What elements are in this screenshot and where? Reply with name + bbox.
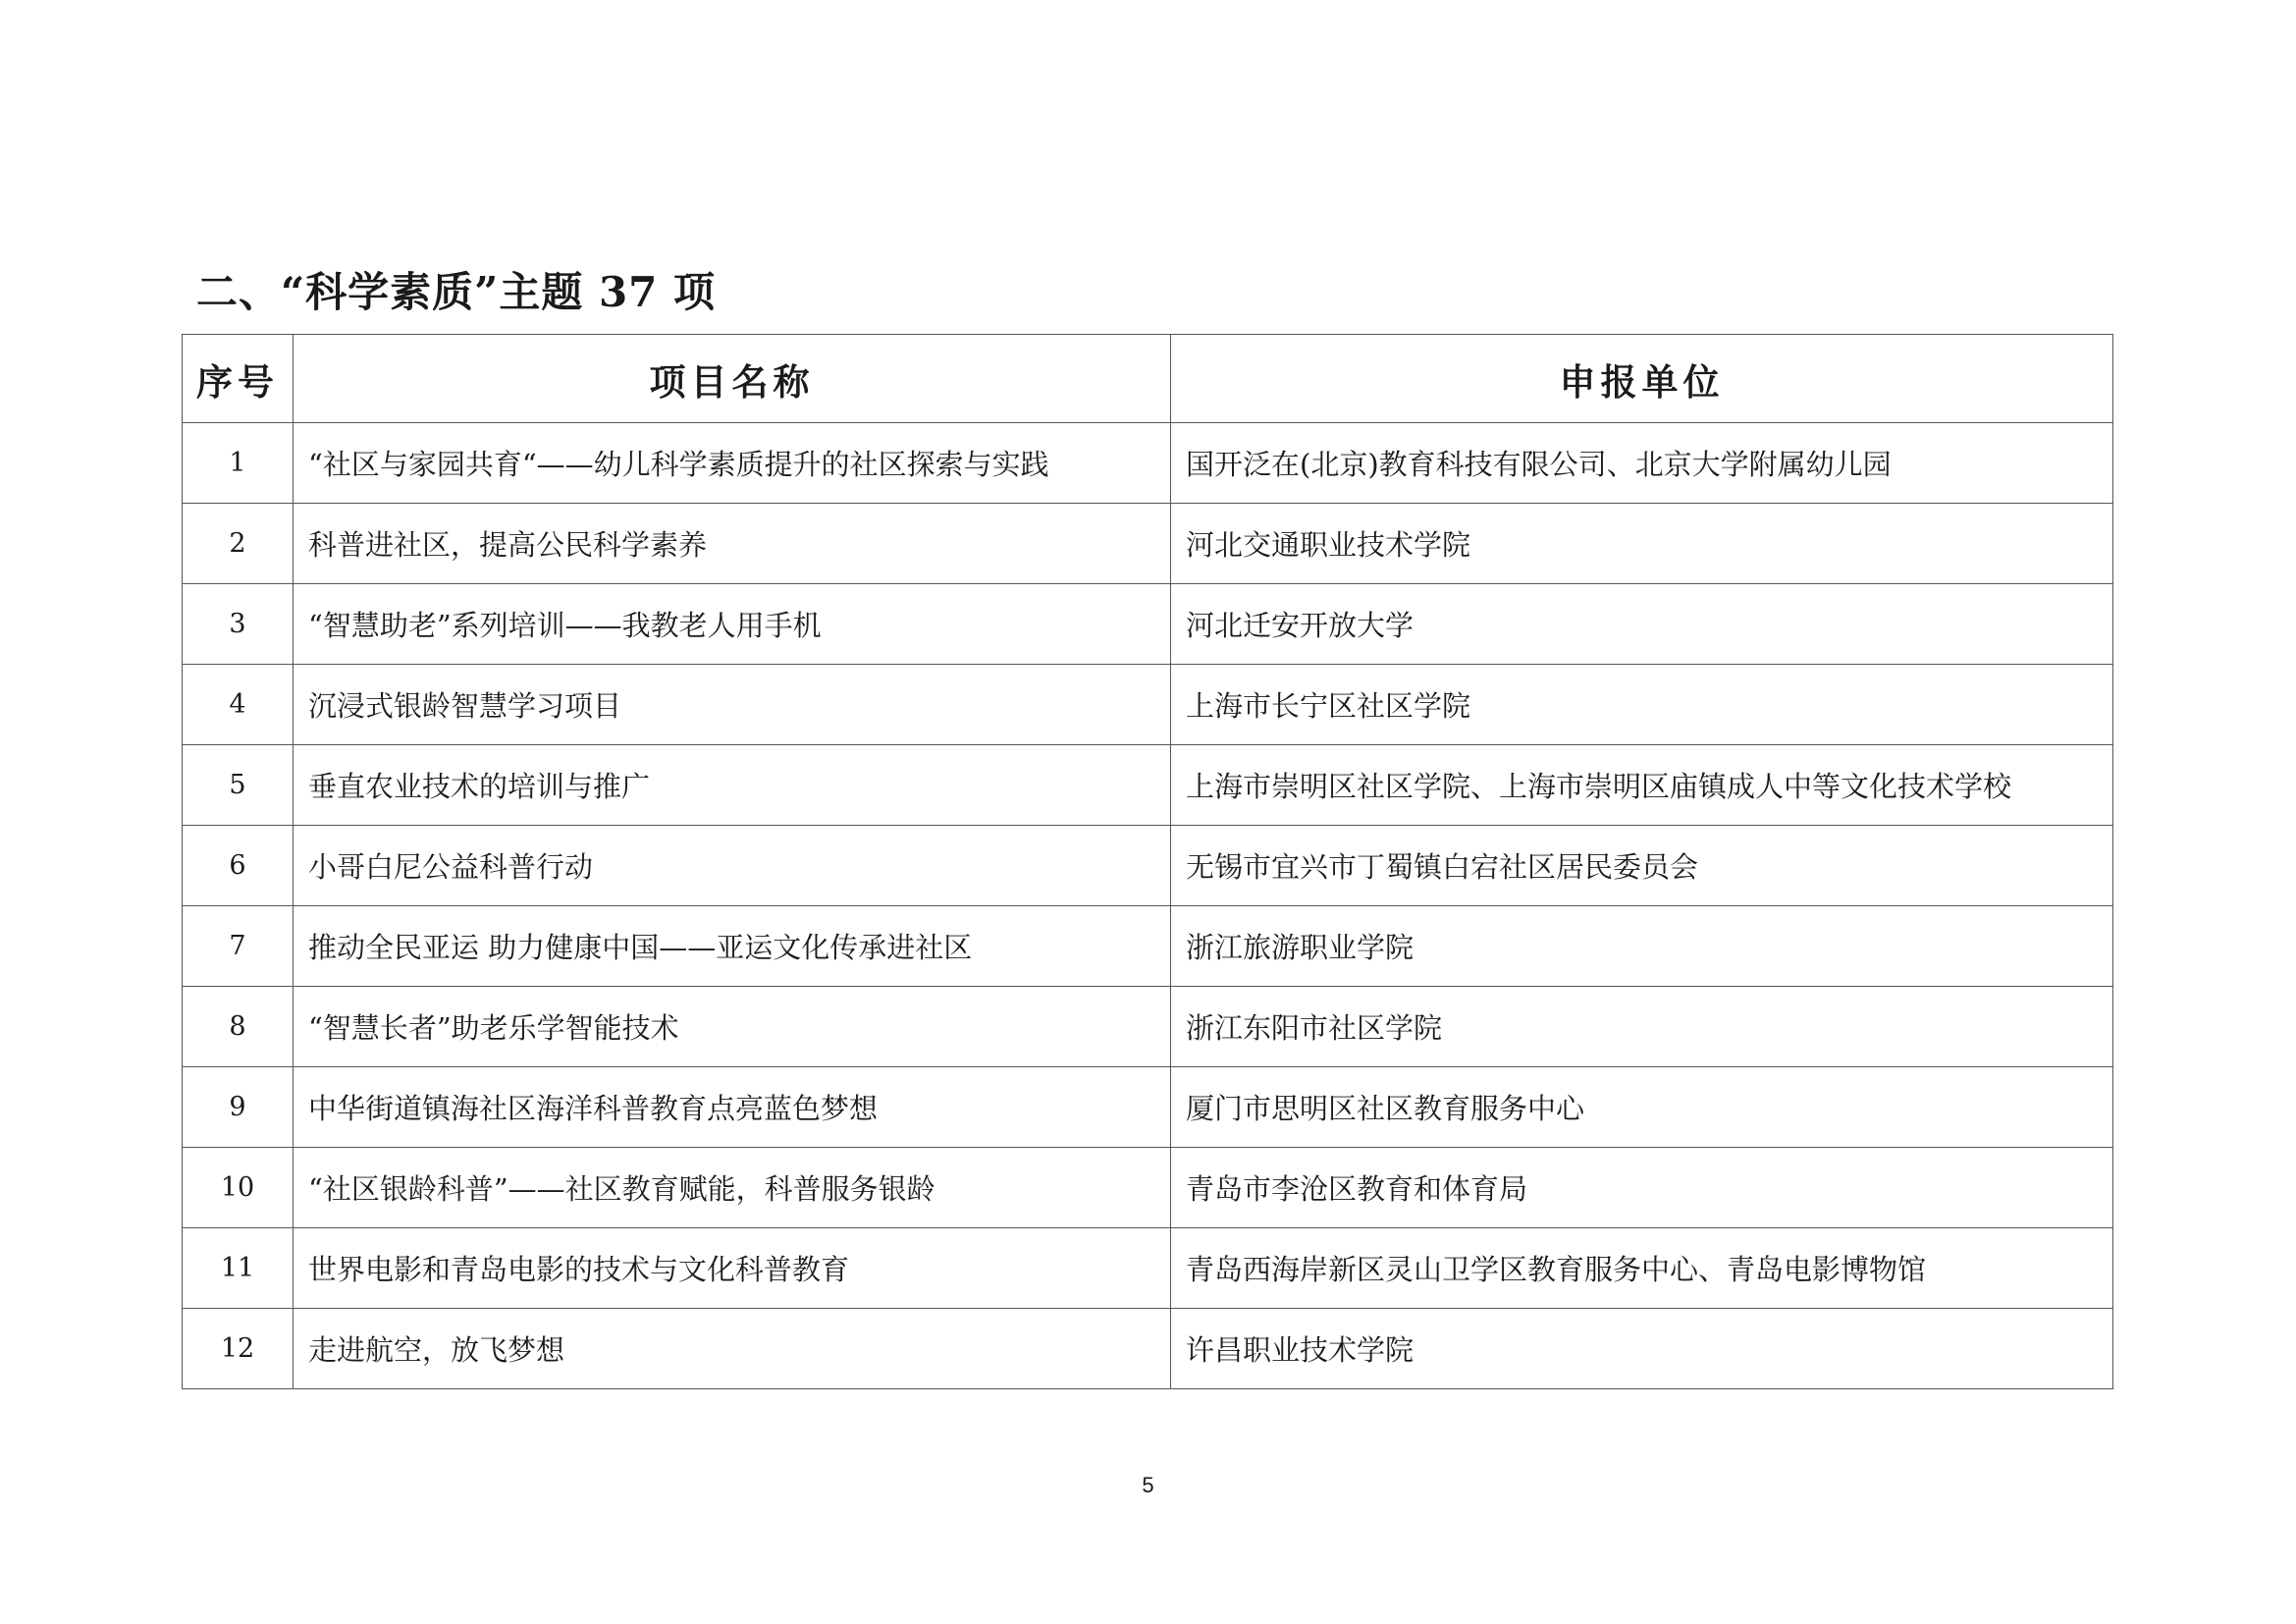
applicant-unit: 上海市长宁区社区学院 <box>1171 665 2113 745</box>
header-serial-number: 序号 <box>183 335 294 423</box>
project-table <box>182 334 2113 1389</box>
applicant-unit: 青岛西海岸新区灵山卫学区教育服务中心、青岛电影博物馆 <box>1171 1228 2113 1309</box>
project-name: 垂直农业技术的培训与推广 <box>294 745 1171 826</box>
table-row <box>183 987 2113 1067</box>
header-project-name: 项目名称 <box>294 335 1171 423</box>
applicant-unit: 浙江东阳市社区学院 <box>1171 987 2113 1067</box>
serial-number: 12 <box>183 1309 294 1389</box>
table-row <box>183 745 2113 826</box>
table-row <box>183 1067 2113 1148</box>
project-name: 沉浸式银龄智慧学习项目 <box>294 665 1171 745</box>
project-name: “社区与家园共育“——幼儿科学素质提升的社区探索与实践 <box>294 423 1171 504</box>
applicant-unit: 河北迁安开放大学 <box>1171 584 2113 665</box>
applicant-unit: 厦门市思明区社区教育服务中心 <box>1171 1067 2113 1148</box>
serial-number: 4 <box>183 665 294 745</box>
applicant-unit: 许昌职业技术学院 <box>1171 1309 2113 1389</box>
applicant-unit: 国开泛在(北京)教育科技有限公司、北京大学附属幼儿园 <box>1171 423 2113 504</box>
applicant-unit: 浙江旅游职业学院 <box>1171 906 2113 987</box>
serial-number: 6 <box>183 826 294 906</box>
serial-number: 8 <box>183 987 294 1067</box>
table-row <box>183 826 2113 906</box>
serial-number: 9 <box>183 1067 294 1148</box>
project-name: 推动全民亚运 助力健康中国——亚运文化传承进社区 <box>294 906 1171 987</box>
table-row <box>183 584 2113 665</box>
serial-number: 10 <box>183 1148 294 1228</box>
serial-number: 11 <box>183 1228 294 1309</box>
project-name: 科普进社区，提高公民科学素养 <box>294 504 1171 584</box>
serial-number: 5 <box>183 745 294 826</box>
table-row <box>183 504 2113 584</box>
table-row <box>183 1148 2113 1228</box>
serial-number: 3 <box>183 584 294 665</box>
section-title: 二、“科学素质”主题 37 项 <box>196 268 717 316</box>
applicant-unit: 上海市崇明区社区学院、上海市崇明区庙镇成人中等文化技术学校 <box>1171 745 2113 826</box>
table-row <box>183 423 2113 504</box>
table-row <box>183 665 2113 745</box>
project-name: “智慧长者”助老乐学智能技术 <box>294 987 1171 1067</box>
page-number: 5 <box>1142 1473 1154 1497</box>
serial-number: 7 <box>183 906 294 987</box>
header-applicant-unit: 申报单位 <box>1171 335 2113 423</box>
project-name: 世界电影和青岛电影的技术与文化科普教育 <box>294 1228 1171 1309</box>
table-header-row <box>183 335 2113 423</box>
applicant-unit: 河北交通职业技术学院 <box>1171 504 2113 584</box>
applicant-unit: 青岛市李沧区教育和体育局 <box>1171 1148 2113 1228</box>
project-name: 中华街道镇海社区海洋科普教育点亮蓝色梦想 <box>294 1067 1171 1148</box>
project-name: 走进航空，放飞梦想 <box>294 1309 1171 1389</box>
table-row <box>183 1309 2113 1389</box>
applicant-unit: 无锡市宜兴市丁蜀镇白宕社区居民委员会 <box>1171 826 2113 906</box>
project-name: 小哥白尼公益科普行动 <box>294 826 1171 906</box>
project-name: “社区银龄科普”——社区教育赋能，科普服务银龄 <box>294 1148 1171 1228</box>
serial-number: 2 <box>183 504 294 584</box>
serial-number: 1 <box>183 423 294 504</box>
project-name: “智慧助老”系列培训——我教老人用手机 <box>294 584 1171 665</box>
table-row <box>183 1228 2113 1309</box>
table-row <box>183 906 2113 987</box>
